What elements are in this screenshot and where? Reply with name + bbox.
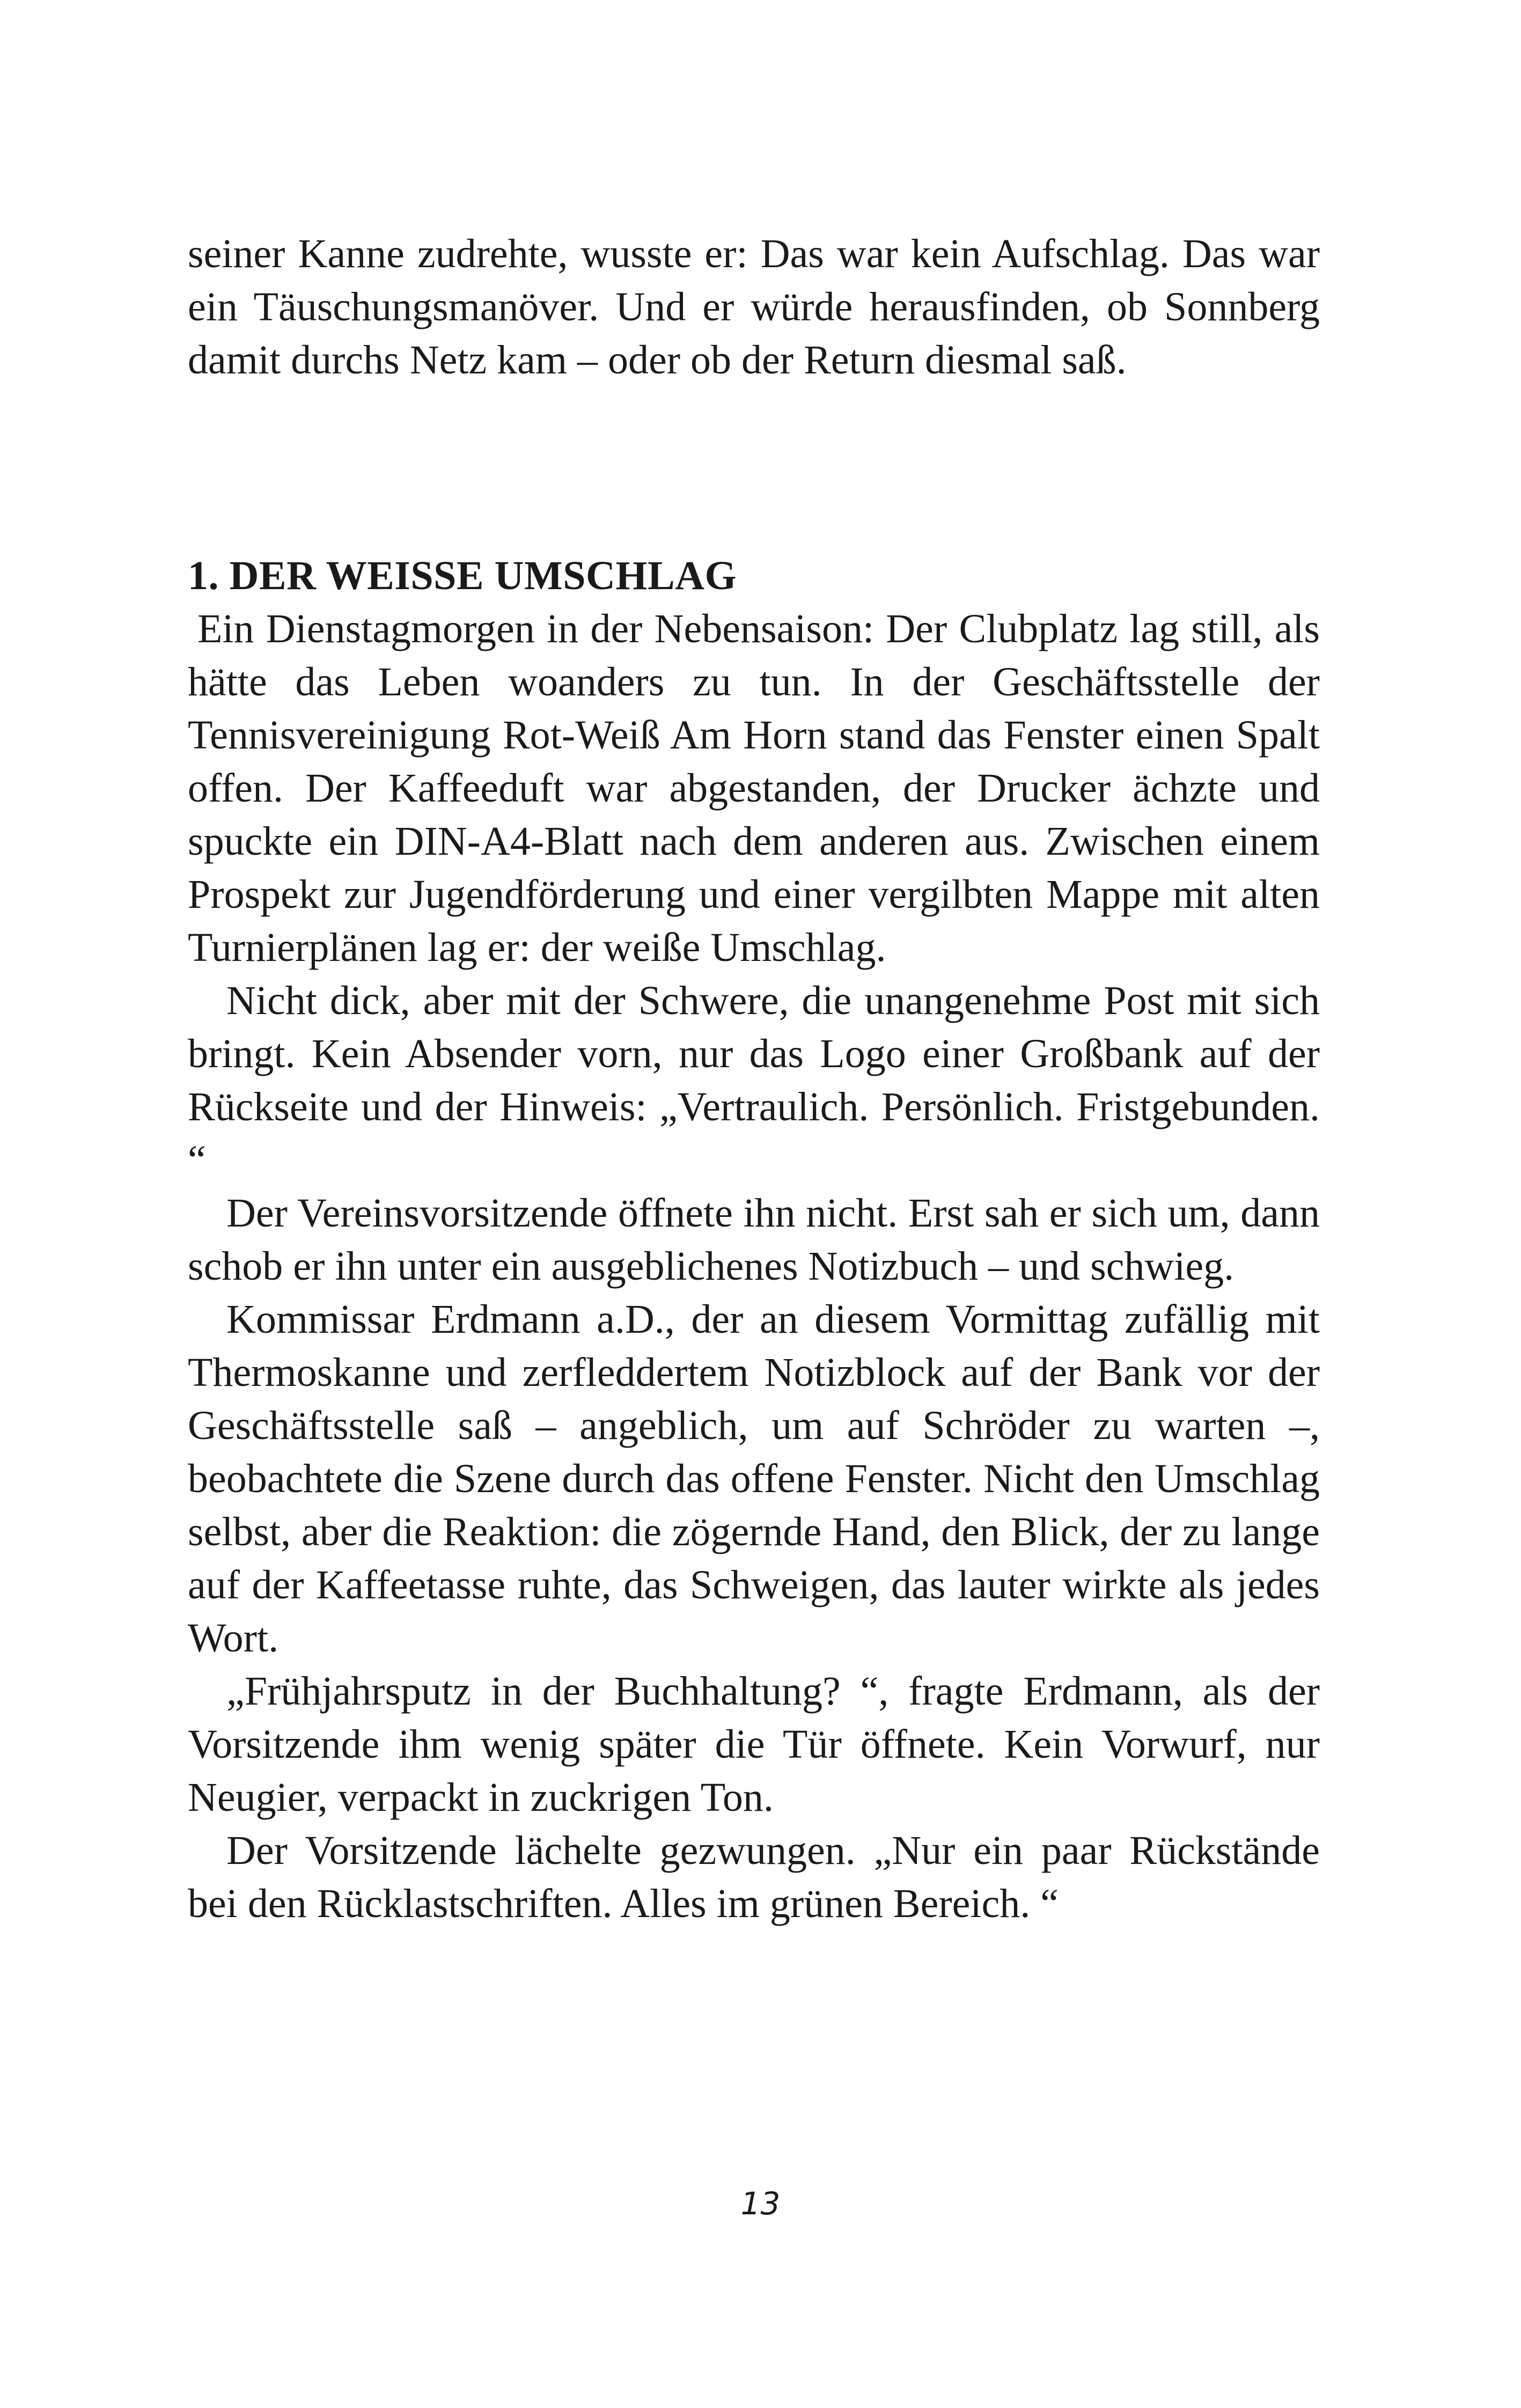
paragraph: Ein Dienstagmorgen in der Nebensaison: Der Clubplatz lag still, als hätte das Leben woanders zu tun. In der Geschäftsstelle der Tennisvereinigung Rot-Weiß Am Horn stand das Fenster einen Spalt offen. Der Kaffeeduft war abgestanden, der Drucker ächzte und spuckte ein DIN-A4-Blatt nach dem anderen aus. Zwischen einem Prospekt zur Jugendförderung und einer vergilbten Mappe mit alten Turnierplänen lag er: der weiße Umschlag. bbox=[188, 606, 1320, 970]
paragraph: Nicht dick, aber mit der Schwere, die unangenehme Post mit sich bringt. Kein Absender vorn, nur das Logo einer Großbank auf der Rückseite und der Hinweis: „Vertraulich. Persönlich. Fristgebunden. “ bbox=[188, 978, 1320, 1183]
previous-chapter-ending bbox=[188, 227, 1320, 387]
paragraph: Der Vorsitzende lächelte gezwungen. „Nur ein paar Rückstände bei den Rücklastschriften. Alles im grünen Bereich. “ bbox=[188, 1828, 1320, 1926]
paragraph: Der Vereinsvorsitzende öffnete ihn nicht. Erst sah er sich um, dann schob er ihn unter ein ausgeblichenes Notizbuch – und schwieg. bbox=[188, 1191, 1320, 1289]
intro-paragraph: seiner Kanne zudrehte, wusste er: Das war kein Aufschlag. Das war ein Täuschungsmanöver. Und er würde herausfinden, ob Sonnberg damit durchs Netz kam – oder ob der Return diesmal saß. bbox=[188, 231, 1320, 383]
chapter-section bbox=[188, 549, 1320, 1930]
page-number: 13 bbox=[740, 2185, 781, 2222]
chapter-heading: 1. DER WEISSE UMSCHLAG bbox=[188, 553, 737, 598]
paragraph: „Frühjahrsputz in der Buchhaltung? “, fragte Erdmann, als der Vorsitzende ihm wenig später die Tür öffnete. Kein Vorwurf, nur Neugier, verpackt in zuckrigen Ton. bbox=[188, 1669, 1320, 1820]
paragraph: Kommissar Erdmann a.D., der an diesem Vormittag zufällig mit Thermoskanne und zerfleddertem Notizblock auf der Bank vor der Geschäftsstelle saß – angeblich, um auf Schröder zu warten –, beobachtete die Szene durch das offene Fenster. Nicht den Umschlag selbst, aber die Reaktion: die zögernde Hand, den Blick, der zu lange auf der Kaffeetasse ruhte, das Schweigen, das lauter wirkte als jedes Wort. bbox=[188, 1297, 1320, 1661]
